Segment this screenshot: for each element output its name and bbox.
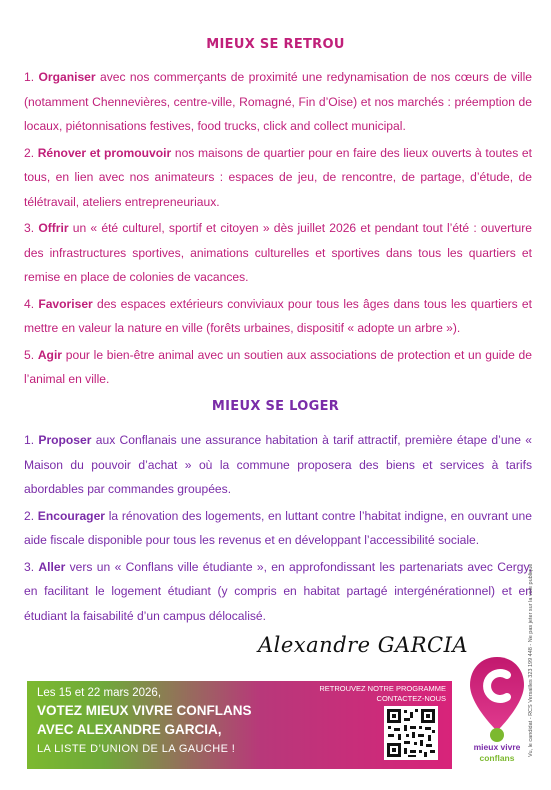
proposals-list-retrouver — [24, 65, 532, 394]
qr-code-graphic — [384, 706, 438, 760]
item-keyword: Rénover et promouvoir — [37, 145, 172, 160]
list-item — [24, 292, 532, 341]
logo-line-1: mieux vivre — [473, 742, 521, 752]
proposals-list-loger — [24, 428, 532, 630]
item-text: nos maisons de quartier pour en faire des lieux ouverts à toutes et tous, en lien avec nos animateurs : espaces de jeu, de rencontre, de partage, d’étude, de télétravail, ateliers entrepreneuriaux. — [24, 145, 532, 209]
item-number: 2. — [24, 145, 35, 160]
logo-graphic — [467, 653, 527, 771]
item-number: 3. — [24, 221, 35, 235]
banner-program-label: RETROUVEZ NOTRE PROGRAMME — [319, 684, 446, 693]
item-text: la rénovation des logements, en luttant contre l’habitat indigne, en ouvrant une aide fiscale disponible pour tous les revenus et en développant l’accessibilité sociale. — [24, 508, 532, 547]
banner-tagline: LA LISTE D’UNION DE LA GAUCHE ! — [37, 743, 236, 755]
item-number: 2. — [24, 508, 35, 523]
item-number: 5. — [24, 347, 35, 362]
list-item — [24, 428, 532, 502]
item-keyword: Aller — [38, 559, 66, 574]
banner-headline-2: AVEC ALEXANDRE GARCIA, — [37, 722, 222, 737]
banner-dates: Les 15 et 22 mars 2026, — [37, 687, 162, 699]
section-title-loger: MIEUX SE LOGER — [211, 399, 340, 414]
logo-line-2: conflans — [479, 753, 515, 763]
item-number: 1. — [24, 433, 35, 447]
item-keyword: Agir — [37, 347, 63, 362]
banner-contact-label: CONTACTEZ-NOUS — [376, 694, 446, 703]
item-keyword: Favoriser — [38, 296, 93, 311]
list-item — [24, 555, 532, 629]
list-item — [24, 343, 532, 392]
item-keyword: Proposer — [38, 433, 92, 447]
legal-notice: Vu, le candidat - RCS Versailles 323 199 448 - Ne pas jeter sur la voie publique — [528, 563, 534, 757]
item-number: 3. — [24, 559, 35, 574]
item-keyword: Organiser — [38, 70, 96, 84]
list-item — [24, 504, 532, 553]
vote-banner — [27, 681, 452, 769]
item-text: avec nos commerçants de proximité une redynamisation de nos cœurs de ville (notamment Chennevières, centre-ville, Romagné, Fin d’Oise) et nos marchés : préemption de locaux, piétonnisations festives, food trucks, click and collect municipal. — [24, 70, 532, 133]
logo-dot — [490, 728, 504, 742]
item-text: aux Conflanais une assurance habitation à tarif attractif, première étape d’une « Maison du pouvoir d’achat » où la commune proposera des biens et services à tarifs abordables par commandes groupées. — [24, 433, 532, 496]
pin-shape — [470, 657, 524, 731]
item-text: un « été culturel, sportif et citoyen » dès juillet 2026 et pendant tout l’été : ouverture des infrastructures sportives, animations culturelles et sportives dans tous les quartiers et remise en place de colonies de vacances. — [24, 221, 532, 284]
item-keyword: Encourager — [37, 508, 106, 523]
list-item — [24, 65, 532, 139]
signature: Alexandre GARCIA — [258, 633, 469, 657]
banner-headline-1: VOTEZ MIEUX VIVRE CONFLANS — [37, 703, 252, 718]
list-item — [24, 216, 532, 290]
list-item — [24, 141, 532, 215]
item-text: des espaces extérieurs conviviaux pour tous les âges dans tous les quartiers et mettre en valeur la nature en ville (forêts urbaines, dispositif « adopte un arbre »). — [24, 296, 532, 335]
item-keyword: Offrir — [38, 221, 69, 235]
item-text: vers un « Conflans ville étudiante », en approfondissant les partenariats avec Cergy, en facilitant le logement étudiant (y compris en habitat partagé intergénérationnel) et en étudiant la faisabilité d’un campus délocalisé. — [24, 559, 532, 623]
item-number: 4. — [24, 296, 35, 311]
section-title-retrouver: MIEUX SE RETROU — [206, 37, 345, 52]
qr-code-icon[interactable] — [384, 706, 438, 760]
item-number: 1. — [24, 70, 35, 84]
mieux-vivre-conflans-logo — [467, 653, 527, 771]
item-text: pour le bien-être animal avec un soutien aux associations de protection et un guide de l’animal en ville. — [24, 347, 532, 386]
